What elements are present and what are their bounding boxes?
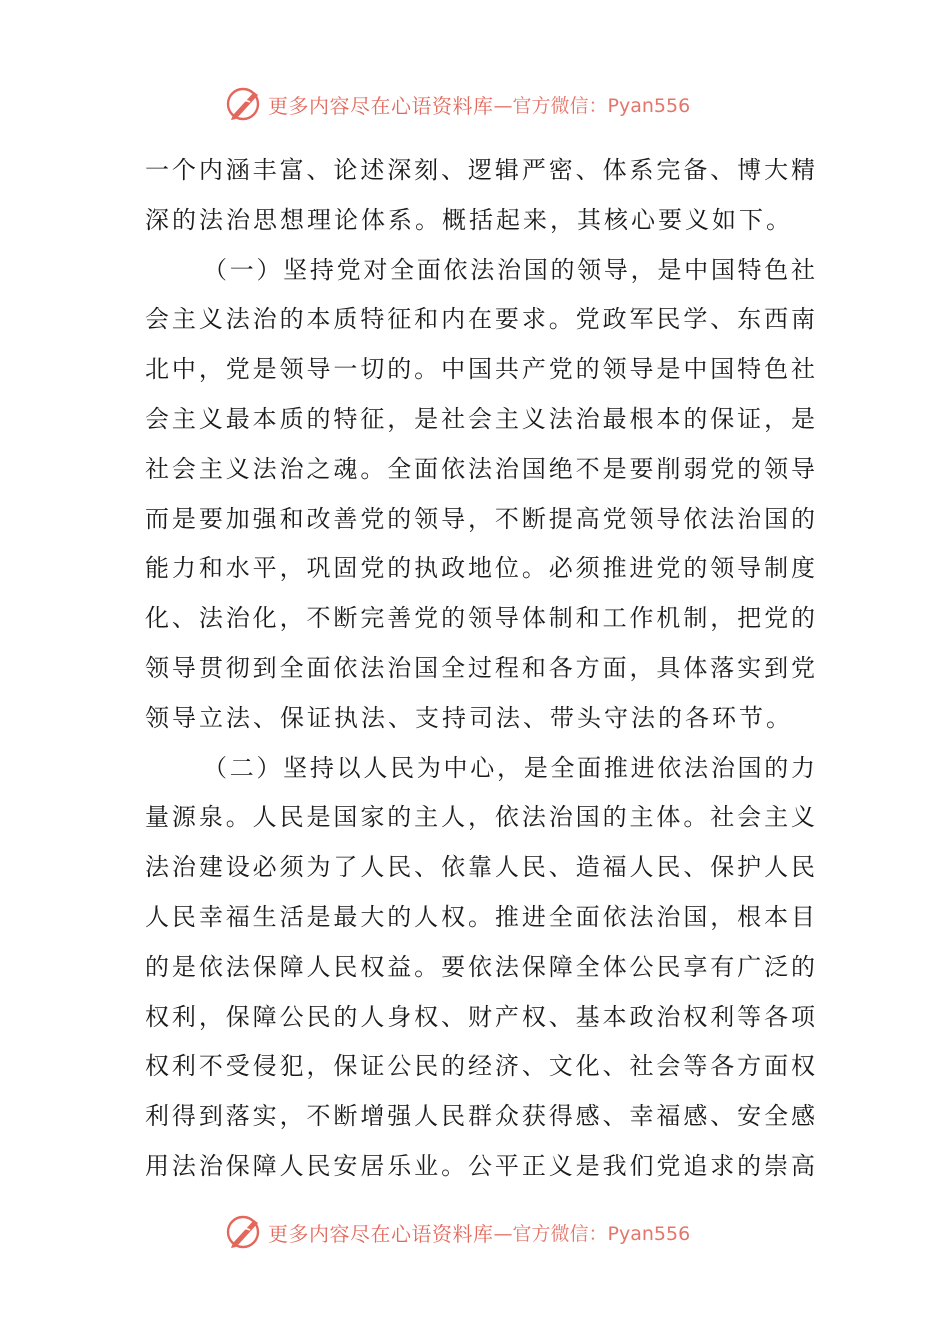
paragraph-heading-line: （二）坚持以人民为中心，是全面推进依法治国的力 xyxy=(203,753,815,782)
text-line: 而是要加强和改善党的领导，不断提高党领导依法治国的 xyxy=(145,504,815,533)
text-line: 社会主义法治之魂。全面依法治国绝不是要削弱党的领导 xyxy=(145,454,815,483)
header-watermark-banner xyxy=(224,84,724,124)
text-line: 能力和水平，巩固党的执政地位。必须推进党的领导制度 xyxy=(145,554,815,583)
banner-wechat-text: —官方微信：Pyan556 xyxy=(493,94,691,117)
text-line: 利得到落实，不断增强人民群众获得感、幸福感、安全感 xyxy=(145,1102,815,1131)
text-line: 领导贯彻到全面依法治国全过程和各方面，具体落实到党 xyxy=(145,653,815,682)
document-body xyxy=(145,146,815,1192)
text-line: 化、法治化，不断完善党的领导体制和工作机制，把党的 xyxy=(145,604,815,633)
text-line: 用法治保障人民安居乐业。公平正义是我们党追求的崇高 xyxy=(145,1151,815,1180)
paragraph-heading-line: （一）坚持党对全面依法治国的领导，是中国特色社 xyxy=(203,255,815,284)
text-line: 会主义法治的本质特征和内在要求。党政军民学、东西南 xyxy=(145,305,815,334)
text-line: 权利，保障公民的人身权、财产权、基本政治权利等各项 xyxy=(145,1002,815,1031)
text-line: 人民幸福生活是最大的人权。推进全面依法治国，根本目 xyxy=(145,902,815,931)
banner-library-text: 更多内容尽在心语资料库 xyxy=(268,1221,494,1246)
text-line: 一个内涵丰富、论述深刻、逻辑严密、体系完备、博大精 xyxy=(145,156,815,184)
text-line: 北中，党是领导一切的。中国共产党的领导是中国特色社 xyxy=(145,355,815,384)
text-line: 会主义最本质的特征，是社会主义法治最根本的保证，是 xyxy=(145,404,815,433)
pen-logo-icon xyxy=(224,84,264,124)
footer-watermark-banner xyxy=(224,1212,724,1252)
text-line: 量源泉。人民是国家的主人，依法治国的主体。社会主义 xyxy=(145,803,815,832)
text-line: 权利不受侵犯，保证公民的经济、文化、社会等各方面权 xyxy=(145,1052,815,1081)
text-line: 法治建设必须为了人民、依靠人民、造福人民、保护人民 xyxy=(145,853,815,882)
text-line: 领导立法、保证执法、支持司法、带头守法的各环节。 xyxy=(145,703,793,732)
banner-wechat-text: —官方微信：Pyan556 xyxy=(493,1222,691,1245)
pen-logo-icon xyxy=(224,1212,264,1252)
text-line: 深的法治思想理论体系。概括起来，其核心要义如下。 xyxy=(145,205,793,234)
banner-library-text: 更多内容尽在心语资料库 xyxy=(268,93,494,118)
text-line: 的是依法保障人民权益。要依法保障全体公民享有广泛的 xyxy=(145,952,815,981)
